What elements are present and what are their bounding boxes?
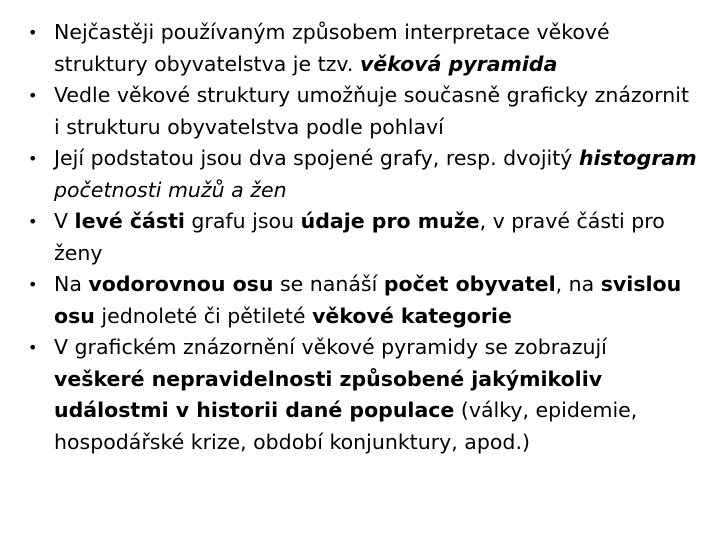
- plain-text: V: [54, 209, 75, 233]
- bullet-dot-icon: •: [28, 275, 38, 294]
- emphasis-text: údaje pro muže: [300, 209, 480, 233]
- plain-text: V grafickém znázornění věkové pyramidy se zobrazují: [54, 335, 607, 359]
- plain-text: Její podstatou jsou dva spojené grafy, resp. dvojitý: [54, 146, 579, 170]
- emphasis-text: počet obyvatel: [383, 272, 556, 296]
- bullet-dot-icon: •: [28, 23, 38, 42]
- bullet-text: [54, 335, 637, 454]
- emphasis-text: veškeré nepravidelnosti způsobené jakýmikoliv událostmi v historii dané populace: [54, 366, 603, 422]
- bullet-list: [28, 17, 700, 458]
- plain-text: (války, epidemie, hospodářské krize, období konjunktury, apod.): [54, 398, 638, 454]
- plain-text: Na: [54, 272, 89, 296]
- plain-text: Vedle věkové struktury umožňuje současně graficky znázornit i strukturu obyvatelstva podle pohlaví: [54, 83, 689, 139]
- plain-text: se nanáší: [273, 272, 384, 296]
- bullet-dot-icon: •: [28, 338, 38, 357]
- plain-text: Nejčastěji používaným způsobem interpretace věkové struktury obyvatelstva je tzv.: [54, 20, 610, 76]
- bullet-item: [28, 143, 700, 206]
- emphasis-text: věkové kategorie: [312, 303, 512, 328]
- bullet-text: [54, 83, 689, 139]
- emphasis-text: svislou osu: [54, 272, 682, 328]
- bullet-item: [28, 332, 700, 458]
- emphasis-text: věková pyramida: [359, 51, 558, 76]
- bullet-item: [28, 206, 700, 269]
- emphasis-text: histogram: [578, 146, 697, 170]
- bullet-dot-icon: •: [28, 212, 38, 231]
- plain-text: , na: [555, 272, 601, 296]
- plain-text: grafu jsou: [184, 209, 301, 233]
- bullet-item: [28, 269, 700, 332]
- bullet-item: [28, 17, 700, 80]
- bullet-dot-icon: •: [28, 86, 38, 105]
- bullet-text: [54, 272, 681, 328]
- emphasis-text: vodorovnou osu: [88, 272, 274, 296]
- bullet-text: [54, 209, 665, 265]
- plain-text: jednoleté či pětileté: [94, 303, 313, 328]
- bullet-dot-icon: •: [28, 149, 38, 168]
- bullet-item: [28, 80, 700, 143]
- bullet-text: [54, 20, 610, 76]
- bullet-text: [54, 146, 697, 202]
- emphasis-text: levé části: [74, 209, 185, 233]
- plain-text: , v pravé části pro ženy: [54, 209, 665, 265]
- emphasis-text: početnosti mužů a žen: [54, 177, 287, 202]
